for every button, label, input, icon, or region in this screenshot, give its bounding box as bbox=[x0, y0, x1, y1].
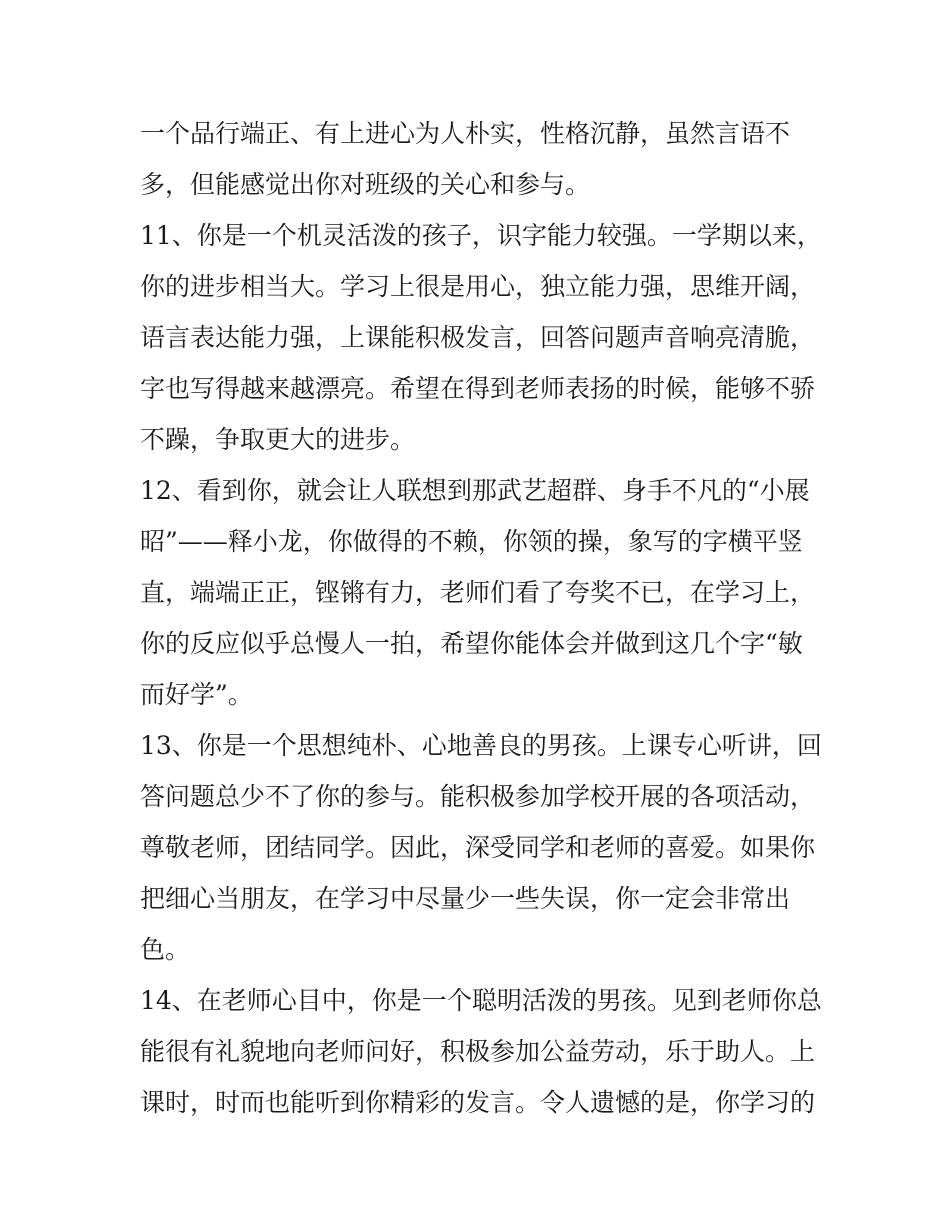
text-line: 能很有礼貌地向老师问好，积极参加公益劳动，乐于助人。上 bbox=[140, 1037, 816, 1066]
text-line: 字也写得越来越漂亮。希望在得到老师表扬的时候，能够不骄 bbox=[140, 374, 816, 403]
text-line: 语言表达能力强，上课能积极发言，回答问题声音响亮清脆， bbox=[140, 323, 816, 352]
text-line: 把细心当朋友，在学习中尽量少一些失误，你一定会非常出 bbox=[140, 884, 791, 913]
text-line: 尊敬老师，团结同学。因此，深受同学和老师的喜爱。如果你 bbox=[140, 833, 816, 862]
document-body bbox=[140, 108, 830, 1128]
text-line: 11、你是一个机灵活泼的孩子，识字能力较强。一学期以来， bbox=[140, 221, 822, 250]
text-line: 而好学”。 bbox=[140, 680, 253, 709]
text-line: 不躁，争取更大的进步。 bbox=[140, 425, 416, 454]
text-line: 14、在老师心目中，你是一个聪明活泼的男孩。见到老师你总 bbox=[140, 986, 822, 1015]
text-line: 多，但能感觉出你对班级的关心和参与。 bbox=[140, 170, 591, 199]
text-line: 课时，时而也能听到你精彩的发言。令人遗憾的是，你学习的 bbox=[140, 1088, 816, 1117]
text-line: 13、你是一个思想纯朴、心地善良的男孩。上课专心听讲，回 bbox=[140, 731, 822, 760]
text-line: 你的进步相当大。学习上很是用心，独立能力强，思维开阔， bbox=[140, 272, 816, 301]
text-line: 答问题总少不了你的参与。能积极参加学校开展的各项活动， bbox=[140, 782, 816, 811]
text-line: 12、看到你，就会让人联想到那武艺超群、身手不凡的“小展 bbox=[140, 476, 810, 505]
text-line: 一个品行端正、有上进心为人朴实，性格沉静，虽然言语不 bbox=[140, 119, 791, 148]
text-line: 色。 bbox=[140, 935, 191, 964]
text-line: 直，端端正正，铿锵有力，老师们看了夸奖不已，在学习上， bbox=[140, 578, 816, 607]
text-line: 你的反应似乎总慢人一拍，希望你能体会并做到这几个字“敏 bbox=[140, 629, 803, 658]
text-line: 昭”——释小龙，你做得的不赖，你领的操，象写的字横平竖 bbox=[140, 527, 803, 556]
